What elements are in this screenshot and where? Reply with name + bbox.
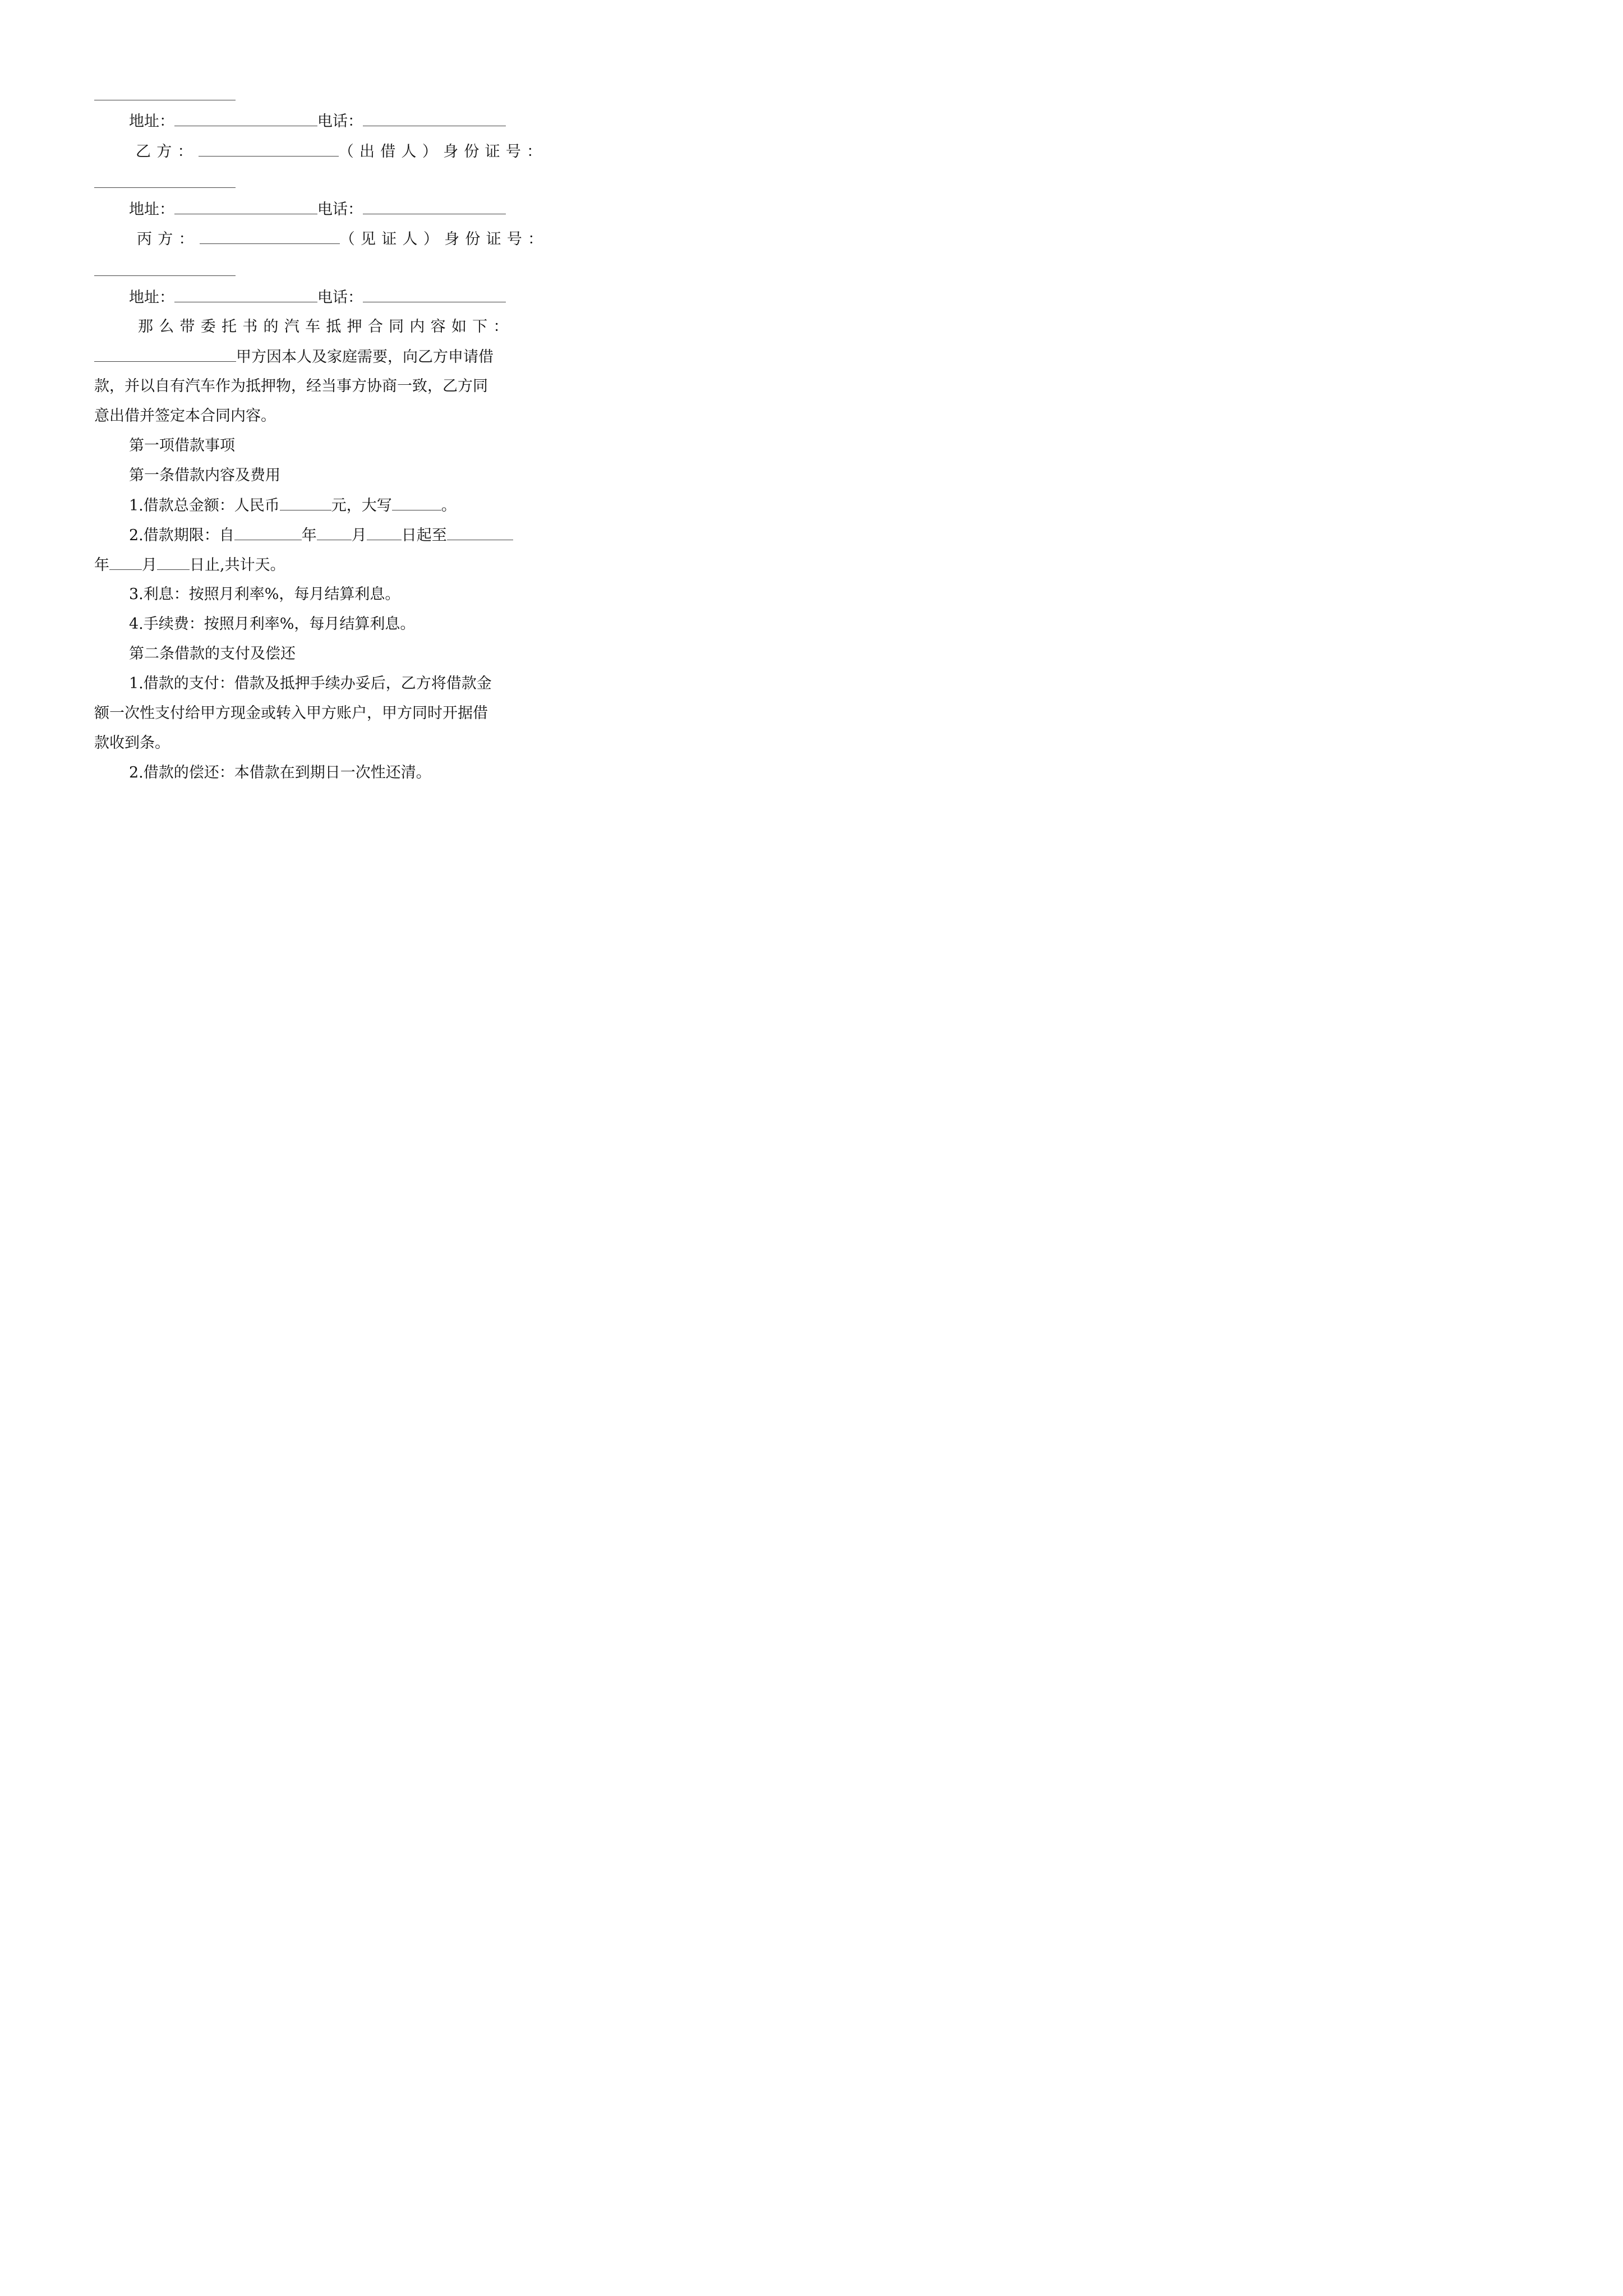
amount-blank [280,494,331,510]
party-c-label: 丙方： [137,231,200,248]
party-b-role: （出借人）身份证号： [338,143,548,160]
party-c-address-row [129,286,506,309]
intro-line-1: 甲方因本人及家庭需要，向乙方申请借 [94,346,494,368]
phone-blank [363,286,506,302]
party-b-label: 乙方： [136,143,199,160]
start-month-blank [317,524,352,540]
payment-line-3: 款收到条。 [94,734,170,752]
party-c-name-blank [200,228,340,244]
loan-term-item: 2.借款期限：自 年 月 日起至 [129,524,513,546]
phone-blank [363,198,506,214]
party-a-address-row [129,110,506,132]
address-blank [174,286,317,302]
payment-line-1: 1.借款的支付：借款及抵押手续办妥后，乙方将借款金 [129,675,492,692]
id-number-blank-b [94,187,236,188]
address-blank [174,110,317,126]
phone-label: 电话： [317,289,363,306]
party-b-row [136,140,547,163]
party-c-row [137,228,548,250]
interest-item: 3.利息：按照月利率%，每月结算利息。 [129,586,400,603]
start-day-blank [367,524,402,540]
repayment-item: 2.借款的偿还：本借款在到期日一次性还清。 [129,764,431,781]
intro-line-3: 意出借并签定本合同内容。 [94,407,276,425]
end-month-blank [109,554,142,570]
article-heading-2: 第二条借款的支付及偿还 [129,645,296,662]
phone-blank [363,110,506,126]
fee-item: 4.手续费：按照月利率%，每月结算利息。 [129,615,416,633]
phone-label: 电话： [317,113,363,130]
start-year-blank [234,524,302,540]
loan-amount-item: 1.借款总金额：人民币 元，大写 。 [129,494,457,517]
payment-line-2: 额一次性支付给甲方现金或转入甲方账户，甲方同时开据借 [94,705,488,722]
address-label: 地址： [129,201,174,218]
amount-words-blank [392,494,441,510]
phone-label: 电话： [317,201,363,218]
address-blank [174,198,317,214]
address-label: 地址： [129,289,174,306]
contract-page [0,0,619,876]
article-heading-1: 第一条借款内容及费用 [129,467,280,484]
party-b-name-blank [199,140,339,157]
intro-line-2: 款，并以自有汽车作为抵押物，经当事方协商一致，乙方同 [94,378,488,395]
loan-term-item-cont: 年 月 日止,共计天。 [94,554,285,576]
party-c-role: （见证人）身份证号： [339,231,549,248]
party-b-address-row [129,198,506,220]
id-number-blank-c [94,275,236,276]
intro-blank [94,346,236,362]
section-heading-1: 第一项借款事项 [129,437,235,454]
address-label: 地址： [129,113,174,130]
end-year-blank [447,524,513,540]
intro-heading: 那么带委托书的汽车抵押合同内容如下： [138,318,514,335]
end-day-blank [157,554,190,570]
